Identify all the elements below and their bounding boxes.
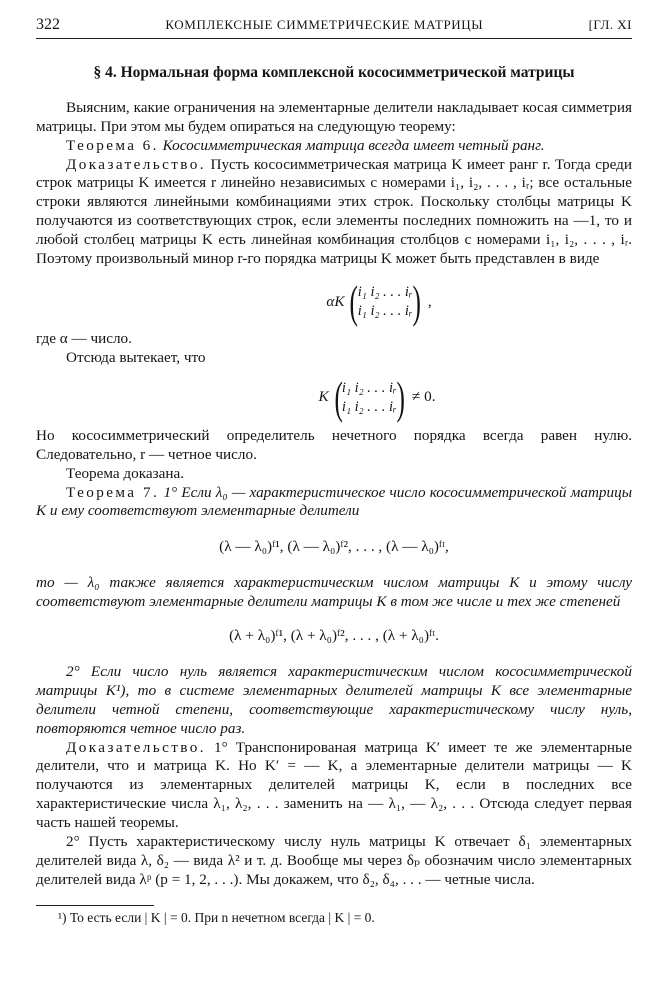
formula-minor-matrix	[358, 283, 413, 321]
theorem-7-part1: 1° Если λ₀ — характеристическое число кососимметрической матрицы K и ему соответствуют элементарные делители	[36, 483, 633, 520]
formula-minor-coef: αK	[326, 292, 345, 310]
proof-2-label: Доказательство.	[66, 738, 206, 756]
proof-1	[36, 156, 632, 269]
formula-nonzero-top-row: i₁ i₂ . . . iᵣ	[341, 379, 397, 396]
formula-minor-bottom-row: i₁ i₂ . . . iᵣ	[357, 302, 413, 319]
formula-minor-trail: ,	[427, 292, 432, 310]
formula-plus-text: (λ + λ₀)ᶠ¹, (λ + λ₀)ᶠ², . . . , (λ + λ₀)ᶠᵗ.	[229, 627, 439, 645]
formula-nonzero-coef: K	[318, 388, 329, 406]
intro-paragraph: Выясним, какие ограничения на элементарные делители накладывает косая симметрия матрицы. При этом мы будем опираться на следующую теорему:	[36, 98, 632, 135]
formula-minor-top-row: i₁ i₂ . . . iᵣ	[357, 283, 413, 300]
formula-minor	[36, 275, 632, 327]
theorem-7-part2	[36, 663, 632, 739]
formula-plus-divisors	[36, 627, 632, 646]
formula-nonzero	[36, 371, 632, 423]
running-title: КОМПЛЕКСНЫЕ СИММЕТРИЧЕСКИЕ МАТРИЦЫ	[165, 17, 484, 32]
footnote: ¹) То есть если | K | = 0. При n нечетном всегда | K | = 0.	[58, 909, 375, 925]
theorem-7-part1-continued	[36, 574, 632, 612]
formula-minus-divisors	[36, 538, 632, 557]
right-paren-icon: )	[396, 371, 405, 423]
theorem-6-statement: Кососимметрическая матрица всегда имеет четный ранг.	[162, 136, 545, 154]
proof-2-part2: 2° Пусть характеристическому числу нуль матрицы K отвечает δ₁ элементарных делителей вида λ, δ₂ — вида λ² и т. д. Вообще мы через δₚ обозначим число элементарных делителей вида λᵖ (p = 1, 2, . . .). Мы докажем, что δ₂, δ₄, . . . — четные числа.	[36, 833, 632, 888]
theorem-6	[36, 137, 632, 156]
proof-2	[36, 739, 632, 834]
section-title: § 4. Нормальная форма комплексной кососимметрической матрицы	[93, 63, 575, 81]
theorem-7-part1-cont-text: то — λ₀ также является характеристическим числом матрицы K и этому числу соответствуют элементарные делители матрицы K в том же числе и тех же степеней	[36, 574, 632, 611]
formula-nonzero-matrix	[342, 379, 397, 417]
follows-line: Отсюда вытекает, что	[66, 348, 206, 366]
right-paren-icon: )	[411, 275, 421, 327]
left-paren-icon: (	[334, 371, 343, 423]
proof-1-label: Доказательство.	[66, 155, 206, 173]
theorem-7-label: Теорема 7.	[66, 483, 160, 501]
running-header	[36, 16, 632, 39]
formula-nonzero-trail: ≠ 0.	[412, 388, 436, 406]
page-number: 322	[36, 16, 60, 33]
proof-2-text-1: 1° Транспонированая матрица K′ имеет те же элементарные делители, что и матрица K. Но K′ = — K, а элементарные делители матрицы — K получаются из элементарных делителей матрицы K, если в последних все характеристические числа λ₁, λ₂, . . . заменить на — λ₁, — λ₂, . . . Отсюда следует первая часть нашей теоремы.	[36, 738, 633, 832]
formula-minus-text: (λ — λ₀)ᶠ¹, (λ — λ₀)ᶠ², . . . , (λ — λ₀)ᶠᵗ,	[219, 538, 449, 556]
chapter-label: [ГЛ. XI	[588, 17, 632, 32]
theorem-7	[36, 484, 632, 522]
theorem-6-label: Теорема 6.	[66, 136, 159, 154]
footnote-divider	[36, 905, 154, 906]
left-paren-icon: (	[349, 275, 359, 327]
proof-1-text: Пусть кососимметрическая матрица K имеет ранг r. Тогда среди строк матрицы K имеется r линейно независимых с номерами i₁, i₂, . . . , iᵣ; все остальные строки являются линейными комбинациями этих строк. Поскольку столбцы матрицы K получаются из соответствующих строк, если элементы последних помножить на —1, то и любой столбец матрицы K есть линейная комбинация столбцов с номерами i₁, i₂, . . . , iᵣ. Поэтому произвольный минор r-го порядка матрицы K может быть представлен в виде	[36, 155, 633, 268]
odd-determinant-text: Но кососимметрический определитель нечетного порядка всегда равен нулю. Следовательно, r — четное число.	[36, 426, 632, 463]
theorem-7-part2-text: 2° Если число нуль является характеристическим числом кососимметрической матрицы K¹), то в системе элементарных делителей матрицы K все элементарные делители четной степени, соответствующие характеристическому числу нуль, повторяются четное число раз.	[36, 662, 632, 737]
theorem-proved: Теорема доказана.	[66, 464, 185, 482]
alpha-line: где α — число.	[36, 329, 132, 347]
formula-nonzero-bottom-row: i₁ i₂ . . . iᵣ	[341, 398, 397, 415]
